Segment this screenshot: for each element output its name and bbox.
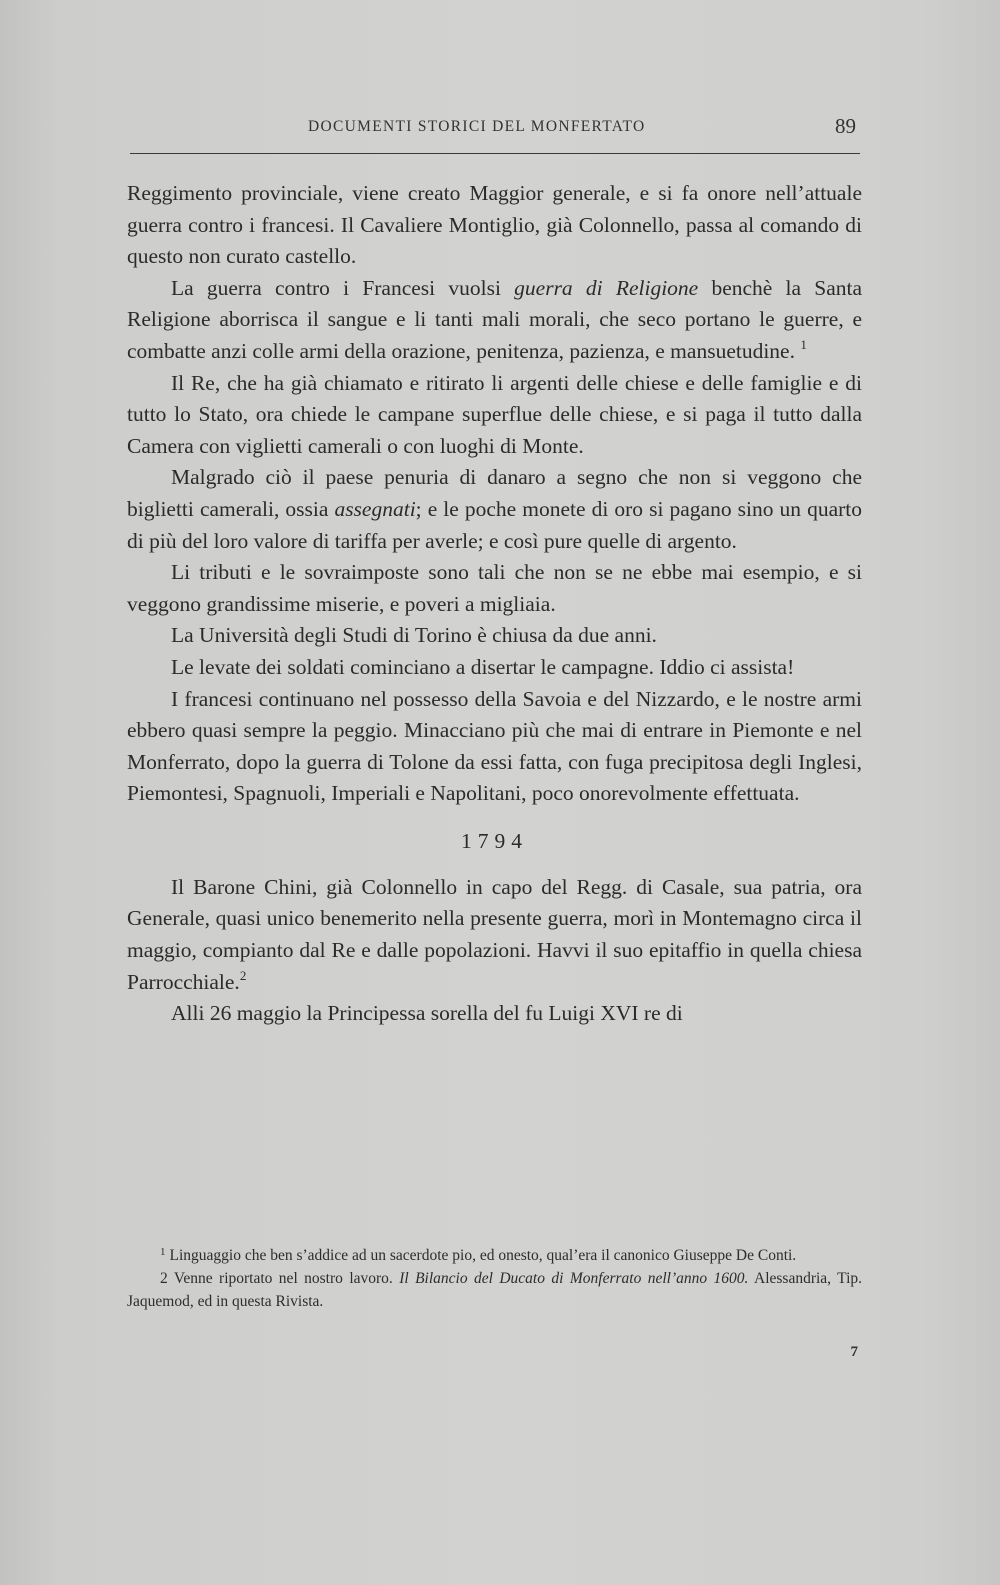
paragraph: Reggimento provinciale, viene creato Maggior generale, e si fa onore nell’attuale guerra contro i francesi. Il Cavaliere Montiglio, già Colonnello, passa al comando di questo non curato castello. xyxy=(127,181,862,269)
italic-text: guerra di Religione xyxy=(514,275,699,300)
text-span: Il Barone Chini, già Colonnello in capo del Regg. di Casale, sua patria, ora Generale, quasi unico benemerito nella presente guerra, morì in Montemagno circa il maggio, compianto dal Re e dalle popolazioni. Havvi il suo epitaffio in quella chiesa Parrocchiale. xyxy=(127,874,862,994)
paragraph: I francesi continuano nel possesso della Savoia e del Nizzardo, e le nostre armi ebbero quasi sempre la peggio. Minacciano più che mai di entrare in Piemonte e nel Monferrato, dopo la guerra di Tolone da essi fatta, con fuga precipitosa degli Inglesi, Piemontesi, Spagnuoli, Imperiali e Napolitani, poco onorevolmente effettuata. xyxy=(127,686,862,806)
year-heading: 1794 xyxy=(461,828,528,853)
footnote-mark: 1 xyxy=(160,1246,166,1258)
footnote-text: Venne riportato nel nostro lavoro. xyxy=(173,1270,393,1287)
running-title: DOCUMENTI STORICI DEL MONFERTATO xyxy=(308,118,646,135)
footnotes xyxy=(127,1244,862,1313)
paragraph xyxy=(127,872,862,998)
paragraph: La Università degli Studi di Torino è chiusa da due anni. xyxy=(171,623,657,648)
text-span: ; e le poche monete di oro si pagano sino un quarto di più del loro valore di tariffa per averle; e così pure quelle di argento. xyxy=(127,496,862,553)
text-span: La guerra contro i Francesi vuolsi xyxy=(171,275,501,300)
paragraph: Il Re, che ha già chiamato e ritirato li argenti delle chiese e delle famiglie e di tutto lo Stato, ora chiede le campane superflue delle chiese, e si paga il tutto dalla Camera con viglietti camerali o con luoghi di Monte. xyxy=(127,370,862,458)
footnote xyxy=(127,1244,862,1267)
paragraph xyxy=(127,273,862,368)
footnote-text: Alessandria, Tip. Jaquemod, ed in questa Rivista. xyxy=(127,1270,863,1310)
italic-text: assegnati xyxy=(334,496,416,521)
footnote-ref: 1 xyxy=(800,336,807,352)
footnote-text: Linguaggio che ben s’addice ad un sacerdote pio, ed onesto, qual’era il canonico Giuseppe De Conti. xyxy=(169,1247,797,1264)
footnote-ref: 2 xyxy=(239,967,247,983)
paragraph: Alli 26 maggio la Principessa sorella del fu Luigi XVI re di xyxy=(171,1001,683,1026)
italic-text: Il Bilancio del Ducato di Monferrato nell’anno 1600. xyxy=(399,1270,749,1287)
signature-mark: 7 xyxy=(850,1344,858,1360)
footnote xyxy=(127,1267,862,1313)
text-span: benchè la Santa Religione aborrisca il sangue e li tanti mali morali, che seco portano le guerre, e combatte anzi colle armi della orazione, penitenza, pazienza, e mansuetudine. xyxy=(127,275,863,363)
header-rule xyxy=(130,153,860,154)
page-number: 89 xyxy=(835,114,856,138)
footnote-mark: 2 xyxy=(160,1270,168,1287)
page-header xyxy=(130,114,860,140)
paragraph xyxy=(127,462,862,557)
text-span: Malgrado ciò il paese penuria di danaro a segno che non si veggono che biglietti camerali, ossia xyxy=(127,465,862,521)
paragraph: Li tributi e le sovraimposte sono tali che non se ne ebbe mai esempio, e si veggono grandissime miserie, e poveri a migliaia. xyxy=(127,560,862,616)
body-text xyxy=(127,178,862,1030)
paragraph: Le levate dei soldati cominciano a disertar le campagne. Iddio ci assista! xyxy=(171,654,795,679)
